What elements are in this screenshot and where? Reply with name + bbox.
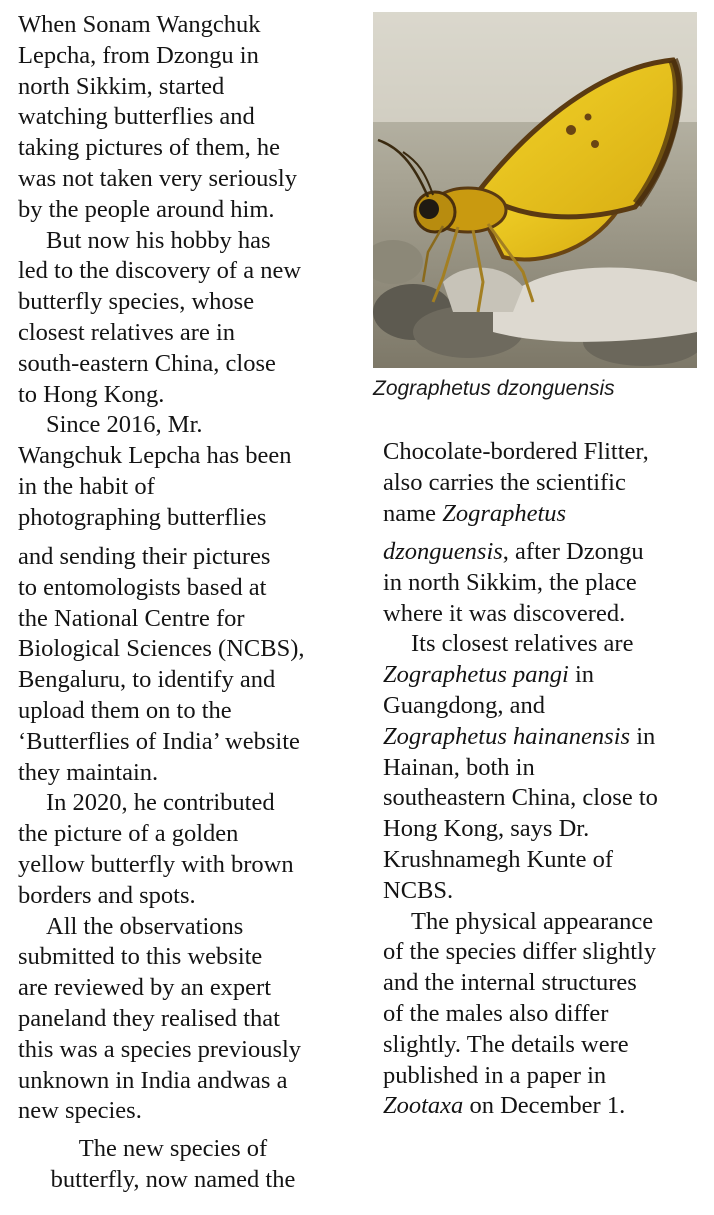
text-line: published in a paper in: [383, 1061, 607, 1089]
journal-name: Zootaxa: [383, 1092, 464, 1120]
column-1-bottom: [18, 542, 304, 1127]
text-line: Biological Sciences (NCBS),: [18, 635, 305, 663]
text-line: ‘Butterflies of India’ website: [18, 727, 300, 755]
text-line: and the internal structures: [383, 969, 637, 997]
species-name: dzonguensis: [383, 538, 503, 565]
text-line: in the habit of: [18, 472, 155, 500]
text-fragment: on December 1.: [463, 1092, 626, 1120]
text-line: NCBS.: [383, 876, 454, 904]
text-line: was not taken very seriously: [18, 164, 297, 192]
text-line: Guangdong, and: [383, 691, 545, 719]
text-line: All the observations: [46, 912, 244, 940]
column-1-top: [18, 10, 301, 534]
text-line: [383, 499, 649, 530]
text-line: submitted to this website: [18, 943, 263, 971]
text-line: upload them on to the: [18, 696, 232, 724]
text-line: north Sikkim, started: [18, 72, 225, 100]
column-1-end: [18, 1134, 328, 1196]
text-line: When Sonam Wangchuk: [18, 11, 261, 38]
text-line: [383, 1091, 658, 1122]
text-line: Chocolate-bordered Flitter,: [383, 438, 649, 465]
text-line: led to the discovery of a new: [18, 257, 302, 285]
text-line: Krushnamegh Kunte of: [383, 845, 613, 873]
text-line: butterfly species, whose: [18, 288, 255, 316]
text-line: in north Sikkim, the place: [383, 568, 637, 596]
photo-caption: Zographetus dzonguensis: [373, 377, 615, 400]
column-2-top: [383, 437, 649, 529]
text-line: paneland they realised that: [18, 1004, 280, 1032]
butterfly-photo-icon: [373, 12, 697, 368]
text-line: Lepcha, from Dzongu in: [18, 41, 259, 69]
text-line: slightly. The details were: [383, 1030, 629, 1058]
column-2-bottom: [383, 537, 658, 1122]
text-line: also carries the scientific: [383, 468, 626, 496]
text-line: of the species differ slightly: [383, 938, 657, 966]
text-line: they maintain.: [18, 758, 159, 786]
text-line: yellow butterfly with brown: [18, 850, 294, 878]
text-line: southeastern China, close to: [383, 784, 658, 812]
text-fragment: name: [383, 499, 437, 527]
text-line: The physical appearance: [411, 907, 654, 935]
text-line: watching butterflies and: [18, 103, 255, 131]
text-line: new species.: [18, 1097, 142, 1125]
text-line: Wangchuk Lepcha has been: [18, 442, 292, 470]
text-line: to Hong Kong.: [18, 380, 165, 408]
text-line: are reviewed by an expert: [18, 974, 272, 1002]
text-line: [383, 537, 658, 568]
text-line: Its closest relatives are: [411, 630, 634, 658]
text-line: In 2020, he contributed: [46, 789, 275, 817]
butterfly-photo: [373, 12, 697, 368]
text-line: of the males also differ: [383, 999, 609, 1027]
text-line: unknown in India andwas a: [18, 1066, 288, 1094]
text-line: [383, 722, 658, 753]
text-line: and sending their pictures: [18, 543, 271, 570]
species-name: Zographetus: [442, 499, 567, 527]
text-line: by the people around him.: [18, 195, 275, 223]
text-line: Hainan, both in: [383, 753, 535, 781]
species-name: Zographetus pangi: [383, 661, 569, 689]
text-line: closest relatives are in: [18, 318, 236, 346]
text-line: to entomologists based at: [18, 573, 267, 601]
text-line: [383, 660, 658, 691]
text-line: Bengaluru, to identify and: [18, 666, 276, 694]
text-line: taking pictures of them, he: [18, 134, 280, 162]
text-line: the picture of a golden: [18, 820, 239, 848]
text-line: south-eastern China, close: [18, 349, 276, 377]
text-fragment: in: [568, 661, 594, 689]
text-line: Since 2016, Mr.: [46, 411, 203, 439]
text-line: The new species of: [78, 1135, 268, 1162]
text-line: borders and spots.: [18, 881, 196, 909]
text-line: where it was discovered.: [383, 599, 626, 627]
text-line: the National Centre for: [18, 604, 245, 632]
species-name: Zographetus hainanensis: [383, 722, 631, 750]
text-line: butterfly, now named the: [50, 1165, 296, 1193]
text-line: photographing butterflies: [18, 503, 267, 531]
text-line: But now his hobby has: [46, 226, 271, 254]
text-line: Hong Kong, says Dr.: [383, 815, 590, 843]
text-line: this was a species previously: [18, 1035, 302, 1063]
text-fragment: , after Dzongu: [502, 538, 644, 565]
text-fragment: in: [630, 722, 656, 750]
